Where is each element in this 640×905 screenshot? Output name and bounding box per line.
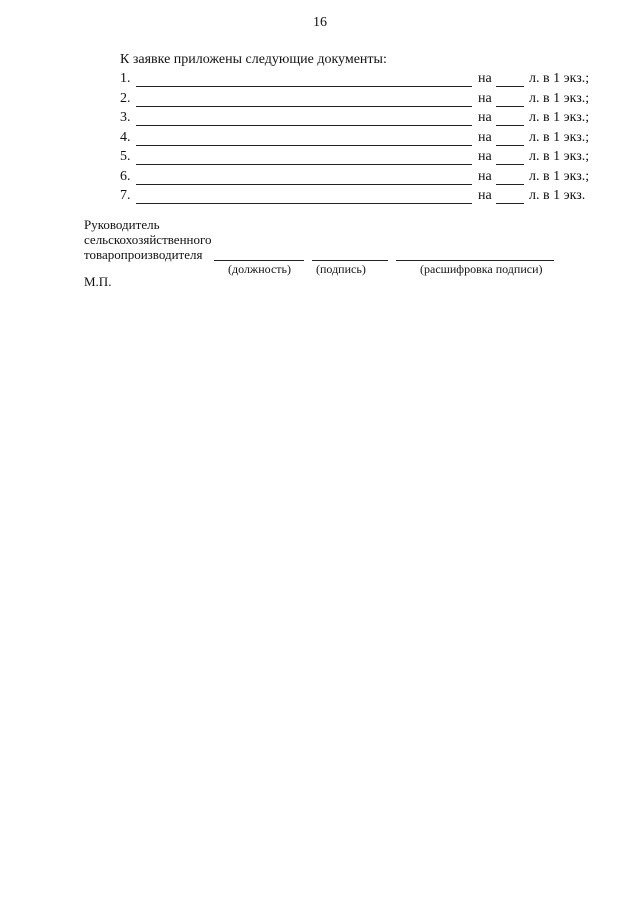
attachment-name-field[interactable] [136, 203, 472, 204]
attachment-number: 2. [120, 90, 131, 106]
page-number: 16 [313, 15, 327, 30]
attachment-name-field[interactable] [136, 86, 472, 87]
signer-title-line1: Руководитель [84, 217, 160, 232]
signature-caption: (подпись) [316, 262, 366, 276]
attachment-suffix: л. в 1 экз.; [529, 71, 590, 86]
attachments-heading: К заявке приложены следующие документы: [120, 52, 387, 67]
attachment-suffix: л. в 1 экз.; [529, 90, 590, 106]
signer-title-line3-row [84, 247, 564, 262]
attachment-row [120, 71, 600, 91]
attachment-na-label: на [478, 110, 492, 125]
position-caption: (должность) [228, 262, 291, 276]
signer-title-line2: сельскохозяйственного [84, 232, 212, 247]
attachment-na-label: на [478, 149, 492, 164]
attachment-suffix: л. в 1 экз.; [529, 110, 590, 125]
attachment-name-field[interactable] [136, 106, 472, 107]
attachment-pages-field[interactable] [496, 106, 524, 107]
attachment-number: 6. [120, 168, 131, 184]
attachment-pages-field[interactable] [496, 184, 524, 185]
attachment-pages-field[interactable] [496, 164, 524, 165]
attachment-na-label: на [478, 129, 492, 145]
attachment-row [120, 110, 600, 130]
attachment-na-label: на [478, 168, 492, 184]
attachment-number: 3. [120, 110, 131, 125]
attachment-number: 7. [120, 188, 131, 203]
attachment-na-label: на [478, 90, 492, 106]
stamp-place-label: М.П. [84, 274, 112, 289]
attachment-name-field[interactable] [136, 184, 472, 185]
attachment-number: 5. [120, 149, 131, 164]
attachment-number: 1. [120, 71, 131, 86]
attachment-row [120, 149, 600, 169]
attachment-suffix: л. в 1 экз.; [529, 129, 590, 145]
attachment-pages-field[interactable] [496, 203, 524, 204]
attachment-number: 4. [120, 129, 131, 145]
decipher-caption: (расшифровка подписи) [420, 262, 543, 276]
attachment-row [120, 130, 600, 150]
attachment-row [120, 169, 600, 189]
signature-decipher-field[interactable] [396, 260, 554, 261]
signature-field[interactable] [312, 260, 388, 261]
attachment-row [120, 188, 600, 208]
signature-block [84, 217, 564, 276]
attachment-pages-field[interactable] [496, 86, 524, 87]
attachment-suffix: л. в 1 экз.; [529, 168, 590, 184]
attachment-pages-field[interactable] [496, 125, 524, 126]
attachment-name-field[interactable] [136, 145, 472, 146]
attachments-list [120, 71, 600, 208]
attachment-na-label: на [478, 71, 492, 86]
attachment-suffix: л. в 1 экз.; [529, 149, 590, 164]
attachment-name-field[interactable] [136, 164, 472, 165]
position-field[interactable] [214, 260, 304, 261]
signature-captions [84, 262, 564, 276]
signer-title-line3: товаропроизводителя [84, 247, 203, 262]
attachment-name-field[interactable] [136, 125, 472, 126]
attachment-pages-field[interactable] [496, 145, 524, 146]
attachment-suffix: л. в 1 экз. [529, 188, 586, 203]
attachment-na-label: на [478, 188, 492, 203]
attachment-row [120, 91, 600, 111]
